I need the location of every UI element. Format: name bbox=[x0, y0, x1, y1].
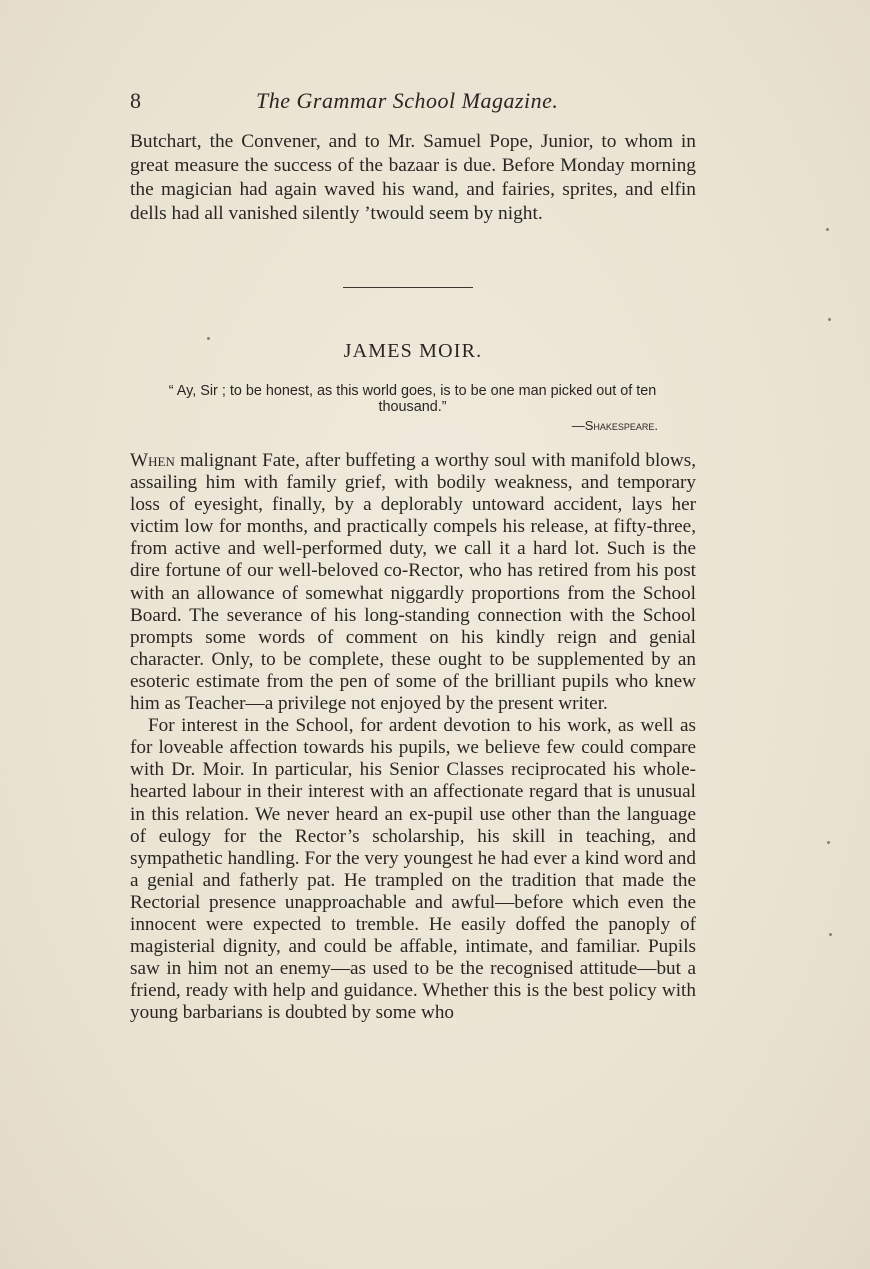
paper-speck bbox=[829, 933, 832, 936]
paper-speck bbox=[826, 228, 829, 231]
paper-speck bbox=[207, 337, 210, 340]
page-header bbox=[130, 88, 700, 122]
page-number: 8 bbox=[130, 88, 141, 113]
paper-speck bbox=[828, 318, 831, 321]
running-title: The Grammar School Magazine. bbox=[256, 88, 559, 113]
body-paragraph-2: For interest in the School, for ardent devotion to his work, as well as for loveable affection towards his pupils, we believe few could compare with Dr. Moir. In particular, his Senior Classes reciprocated his whole-hearted labour in their interest with an affectionate regard that is unusual in this relation. We never heard an ex-pupil use other than the language of eulogy for the Rector’s scholarship, his skill in teaching, and sympathetic handling. For the very youngest he had ever a kind word and a genial and fatherly pat. He trampled on the tradition that made the Rectorial presence unapproachable and awful—before which even the innocent were expected to tremble. He easily doffed the panoply of magisterial dignity, and could be affable, intimate, and familiar. Pupils saw in him not an enemy—as used to be the recognised attitude—but a friend, ready with help and guidance. Whether this is the best policy with young barbarians is doubted by some who bbox=[130, 715, 696, 1024]
article-body bbox=[130, 450, 696, 1024]
paragraph-text: malignant Fate, after buffeting a worthy soul with manifold blows, assailing him with family grief, with bodily weakness, and temporary loss of eyesight, finally, by a deplorably untoward accident, lays her victim low for months, and practically compels his release, at fifty-three, from active and well-performed duty, we call it a hard lot. Such is the dire fortune of our well-beloved co-Rector, who has retired from his post with an allowance of somewhat niggardly proportions from the School Board. The severance of his long-standing connection with the School prompts some words of comment on his kindly reign and genial character. Only, to be complete, these ought to be supplemented by an esoteric estimate from the pen of some of the brilliant pupils who knew him as Teacher—a privilege not enjoyed by the present writer. bbox=[130, 450, 696, 715]
continued-paragraph bbox=[130, 130, 696, 226]
body-paragraph-1 bbox=[130, 450, 696, 715]
paper-speck bbox=[827, 841, 830, 844]
article-title: JAMES MOIR. bbox=[343, 340, 483, 362]
epigraph-attribution: —Shakespeare. bbox=[571, 418, 658, 433]
lead-word: When bbox=[130, 450, 175, 471]
section-divider bbox=[343, 287, 473, 288]
epigraph-quote: “ Ay, Sir ; to be honest, as this world goes, is to be one man picked out of ten thousand.” bbox=[168, 383, 657, 415]
intro-paragraph: Butchart, the Convener, and to Mr. Samuel Pope, Junior, to whom in great measure the success of the bazaar is due. Before Monday morning the magician had again waved his wand, and fairies, sprites, and elfin dells had all vanished silently ’twould seem by night. bbox=[130, 131, 696, 224]
